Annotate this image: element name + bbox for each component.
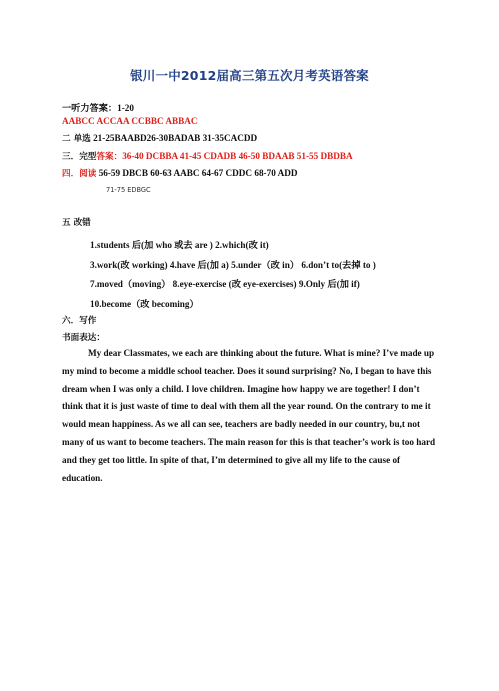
correction-line-1: 1.students 后(加 who 或去 are ) 2.which(改 it) xyxy=(90,240,269,250)
reading-row xyxy=(62,167,298,179)
reading-extra-answers: 71-75 EDBGC xyxy=(106,186,151,194)
single-choice-row xyxy=(62,132,257,144)
listening-answers: AABCC ACCAA CCBBC ABBAC xyxy=(62,116,198,126)
single-choice-answers: 21-25BAABD26-30BADAB 31-35CACDD xyxy=(90,133,258,143)
cloze-label: 答案： xyxy=(96,152,123,162)
single-choice-label: 二 单选 xyxy=(62,134,91,144)
correction-label: 五 改错 xyxy=(62,218,91,228)
writing-essay: My dear Classmates, we each are thinking about the future. What is mine? I’ve made up my mind to become a middle school teacher. Does it sound surprising? No, I began to have this dream when I was only a child. I love children. Imagine how happy we are together! I don’t think that it is just waste of time to deal with them all the year round. On the contrary to me it would mean happiness. As we all can see, teachers are badly needed in our country, bu,t not many of us want to become teachers. The main reason for this is that teacher’s work is too hard and they get too little. In spite of that, I’m determined to give all my life to the cause of education. xyxy=(62,348,436,483)
reading-label: 四．阅读 xyxy=(62,169,97,179)
writing-label: 六．写作 xyxy=(62,316,97,326)
correction-line-2: 3.work(改 working) 4.have 后(加 a) 5.under（改 in） 6.don’t to(去掉 to ) xyxy=(90,260,376,270)
listening-label: 一听力答案：1-20 xyxy=(62,103,134,113)
reading-answers: 56-59 DBCB 60-63 AABC 64-67 CDDC 68-70 ADD xyxy=(96,168,298,178)
writing-sublabel: 书面表达： xyxy=(62,333,105,343)
cloze-answers: 36-40 DCBBA 41-45 CDADB 46-50 BDAAB 51-55 DBDBA xyxy=(122,151,353,161)
cloze-row xyxy=(62,150,353,162)
cloze-label-prefix: 三．完型 xyxy=(62,152,97,162)
correction-line-3: 7.moved（moving） 8.eye-exercise (改 eye-exercises) 9.Only 后(加 if) xyxy=(90,279,360,289)
page-title: 银川一中2012届高三第五次月考英语答案 xyxy=(130,68,369,83)
correction-line-4: 10.become（改 becoming） xyxy=(90,299,199,309)
